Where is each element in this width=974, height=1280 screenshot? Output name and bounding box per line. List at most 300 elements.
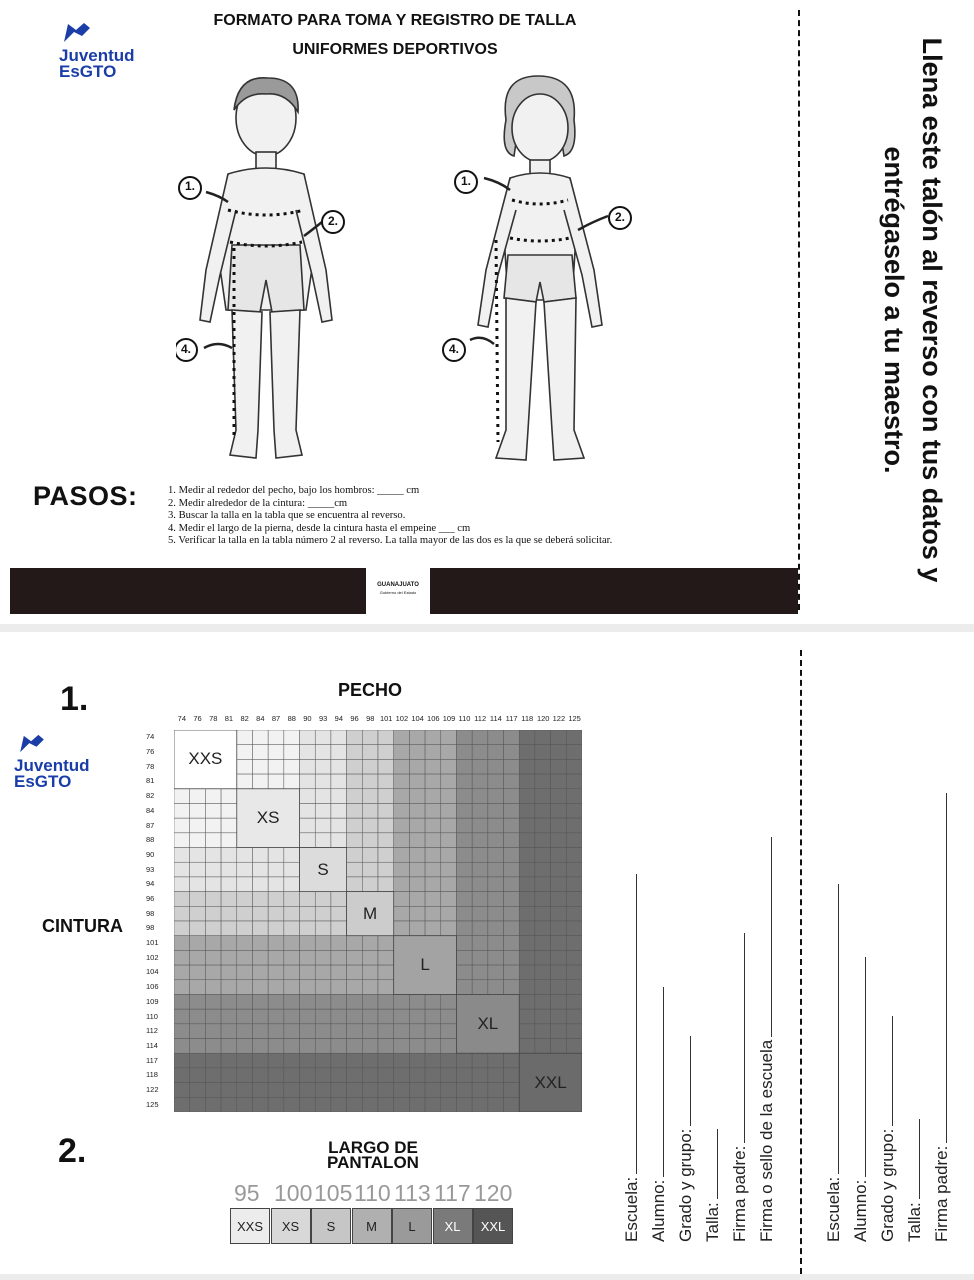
grid-cell	[566, 759, 582, 774]
grid-cell	[472, 950, 488, 965]
school-slip-field-label: Alumno:	[649, 1179, 668, 1242]
grid-cell	[551, 745, 567, 760]
grid-cell	[551, 906, 567, 921]
grid-cell	[237, 730, 253, 745]
step-3: 3. Buscar la talla en la tabla que se encuentra al reverso.	[168, 510, 406, 522]
grid-cell	[315, 1083, 331, 1098]
grid-cell	[237, 1009, 253, 1024]
grid-cell	[205, 862, 221, 877]
grid-cell	[472, 730, 488, 745]
boy-illustration	[176, 70, 356, 480]
grid-cell	[566, 892, 582, 907]
grid-cell	[378, 759, 394, 774]
grid-cell	[331, 921, 347, 936]
grid-cell	[456, 818, 472, 833]
grid-cell	[252, 965, 268, 980]
grid-cell	[472, 877, 488, 892]
grid-cell	[472, 1097, 488, 1112]
grid-cell	[284, 965, 300, 980]
grid-cell	[504, 965, 520, 980]
grid-cell	[205, 906, 221, 921]
grid-cell	[535, 745, 551, 760]
grid-cell	[535, 862, 551, 877]
grid-cell	[205, 994, 221, 1009]
grid-cell	[441, 1053, 457, 1068]
grid-cell	[190, 818, 206, 833]
grid-cell	[190, 1097, 206, 1112]
grid-cell	[394, 759, 410, 774]
grid-cell	[174, 1024, 190, 1039]
step-5: 5. Verificar la talla en la tabla número 2 al reverso. La talla mayor de las dos es la que se deberá solicitar.	[168, 535, 613, 547]
grid-cell	[331, 980, 347, 995]
steps-heading: PASOS:	[33, 481, 138, 511]
grid-cell	[331, 892, 347, 907]
grid-cell	[504, 1053, 520, 1068]
grid-cell	[268, 936, 284, 951]
grid-cell	[472, 965, 488, 980]
waist-tick: 102	[146, 952, 159, 962]
grid-cell	[284, 921, 300, 936]
grid-cell	[300, 730, 316, 745]
grid-cell	[347, 950, 363, 965]
grid-cell	[551, 1039, 567, 1054]
grid-cell	[174, 1039, 190, 1054]
grid-cell	[252, 994, 268, 1009]
grid-cell	[300, 994, 316, 1009]
grid-cell	[472, 1068, 488, 1083]
grid-cell	[331, 1083, 347, 1098]
grid-cell	[205, 848, 221, 863]
grid-cell	[205, 950, 221, 965]
grid-cell	[205, 892, 221, 907]
grid-cell	[205, 965, 221, 980]
girl-marker-2: 2.	[614, 210, 625, 224]
grid-cell	[300, 1083, 316, 1098]
grid-cell	[347, 1053, 363, 1068]
waist-tick: 125	[146, 1099, 159, 1109]
grid-cell	[409, 994, 425, 1009]
grid-cell	[394, 1009, 410, 1024]
grid-cell	[504, 745, 520, 760]
chest-tick: 104	[411, 714, 424, 723]
waist-tick: 84	[146, 805, 155, 815]
grid-cell	[394, 994, 410, 1009]
grid-cell	[221, 803, 237, 818]
grid-cell	[378, 789, 394, 804]
grid-cell	[174, 921, 190, 936]
grid-cell	[284, 745, 300, 760]
grid-cell	[300, 921, 316, 936]
grid-cell	[190, 950, 206, 965]
grid-cell	[190, 965, 206, 980]
grid-cell	[409, 730, 425, 745]
grid-cell	[268, 892, 284, 907]
grid-cell	[347, 877, 363, 892]
grid-cell	[409, 921, 425, 936]
pant-size-xl: XL	[433, 1208, 473, 1244]
grid-cell	[441, 1097, 457, 1112]
grid-cell	[362, 994, 378, 1009]
grid-cell	[331, 994, 347, 1009]
grid-cell	[441, 803, 457, 818]
grid-cell	[315, 1053, 331, 1068]
grid-cell	[535, 877, 551, 892]
grid-cell	[190, 892, 206, 907]
grid-cell	[409, 906, 425, 921]
grid-cell	[347, 936, 363, 951]
waist-tick: 98	[146, 923, 155, 933]
grid-cell	[378, 862, 394, 877]
grid-cell	[331, 1009, 347, 1024]
grid-cell	[300, 774, 316, 789]
waist-axis-title: CINTURA	[42, 916, 123, 936]
grid-cell	[362, 1083, 378, 1098]
grid-cell	[300, 1068, 316, 1083]
grid-cell	[362, 774, 378, 789]
grid-cell	[425, 906, 441, 921]
grid-cell	[566, 833, 582, 848]
chest-tick: 78	[209, 714, 218, 723]
grid-cell	[268, 950, 284, 965]
grid-cell	[221, 833, 237, 848]
waist-tick: 87	[146, 820, 155, 830]
pant-length-value: 113	[394, 1180, 431, 1206]
grid-cell	[456, 936, 472, 951]
grid-cell	[237, 759, 253, 774]
grid-cell	[284, 862, 300, 877]
grid-cell	[268, 774, 284, 789]
grid-cell	[378, 745, 394, 760]
grid-cell	[362, 848, 378, 863]
grid-cell	[456, 965, 472, 980]
grid-cell	[174, 936, 190, 951]
grid-cell	[284, 730, 300, 745]
grid-cell	[504, 892, 520, 907]
grid-cell	[535, 730, 551, 745]
grid-cell	[205, 921, 221, 936]
grid-cell	[409, 1039, 425, 1054]
grid-cell	[504, 862, 520, 877]
grid-cell	[252, 936, 268, 951]
grid-cell	[315, 1097, 331, 1112]
step-4: 4. Medir el largo de la pierna, desde la cintura hasta el empeine ___ cm	[168, 522, 471, 534]
grid-cell	[300, 892, 316, 907]
grid-cell	[566, 848, 582, 863]
grid-cell	[409, 848, 425, 863]
grid-cell	[456, 1097, 472, 1112]
grid-cell	[566, 965, 582, 980]
grid-cell	[174, 1097, 190, 1112]
grid-cell	[441, 789, 457, 804]
grid-cell	[535, 1039, 551, 1054]
grid-cell	[284, 1053, 300, 1068]
grid-cell	[425, 745, 441, 760]
grid-cell	[190, 1083, 206, 1098]
grid-cell	[174, 1083, 190, 1098]
grid-cell	[456, 789, 472, 804]
grid-cell	[347, 1097, 363, 1112]
grid-cell	[237, 745, 253, 760]
grid-cell	[252, 980, 268, 995]
grid-cell	[268, 877, 284, 892]
grid-cell	[347, 862, 363, 877]
grid-cell	[268, 1024, 284, 1039]
school-slip-field-5[interactable]	[739, 632, 775, 1262]
grid-cell	[394, 877, 410, 892]
grid-cell	[504, 789, 520, 804]
grid-cell	[566, 936, 582, 951]
grid-cell	[174, 980, 190, 995]
grid-cell	[409, 803, 425, 818]
grid-cell	[205, 803, 221, 818]
grid-cell	[252, 774, 268, 789]
grid-cell	[221, 892, 237, 907]
grid-cell	[441, 862, 457, 877]
grid-cell	[190, 789, 206, 804]
grid-cell	[252, 1053, 268, 1068]
grid-cell	[566, 980, 582, 995]
grid-cell	[425, 1024, 441, 1039]
grid-cell	[551, 833, 567, 848]
grid-cell	[535, 906, 551, 921]
grid-cell	[425, 862, 441, 877]
chest-tick: 117	[505, 714, 518, 723]
grid-cell	[315, 774, 331, 789]
grid-cell	[331, 1053, 347, 1068]
pant-length-value: 120	[474, 1180, 513, 1206]
grid-cell	[425, 833, 441, 848]
grid-cell	[551, 994, 567, 1009]
grid-cell	[221, 848, 237, 863]
grid-cell	[190, 980, 206, 995]
grid-cell	[456, 950, 472, 965]
grid-cell	[190, 833, 206, 848]
grid-cell	[315, 818, 331, 833]
grid-cell	[268, 1068, 284, 1083]
grid-cell	[331, 745, 347, 760]
grid-cell	[566, 950, 582, 965]
grid-cell	[315, 1039, 331, 1054]
grid-cell	[409, 1083, 425, 1098]
grid-cell	[331, 818, 347, 833]
boy-marker-2: 2.	[327, 214, 338, 228]
grid-cell	[315, 921, 331, 936]
grid-cell	[504, 1097, 520, 1112]
waist-tick: 114	[146, 1040, 158, 1050]
grid-cell	[551, 774, 567, 789]
grid-cell	[394, 1053, 410, 1068]
grid-cell	[221, 789, 237, 804]
grid-cell	[252, 921, 268, 936]
grid-cell	[362, 1068, 378, 1083]
grid-cell	[566, 994, 582, 1009]
grid-cell	[347, 1009, 363, 1024]
grid-cell	[284, 906, 300, 921]
pant-length-title: LARGO DE PANTALON	[327, 1138, 419, 1172]
grid-cell	[488, 936, 504, 951]
grid-cell	[205, 980, 221, 995]
grid-cell	[237, 774, 253, 789]
grid-cell	[174, 833, 190, 848]
grid-cell	[378, 980, 394, 995]
grid-cell	[472, 745, 488, 760]
grid-cell	[300, 950, 316, 965]
grid-cell	[315, 965, 331, 980]
grid-cell	[425, 892, 441, 907]
size-label-xxs: XXS	[188, 749, 223, 769]
grid-cell	[237, 936, 253, 951]
student-slip-field-line[interactable]	[932, 793, 947, 1143]
grid-cell	[300, 818, 316, 833]
girl-marker-1: 1.	[460, 174, 471, 188]
pant-size-xs: XS	[271, 1208, 311, 1244]
grid-cell	[456, 774, 472, 789]
student-slip-field-4[interactable]	[914, 632, 950, 1262]
grid-cell	[519, 803, 535, 818]
grid-cell	[566, 803, 582, 818]
grid-cell	[268, 1039, 284, 1054]
grid-cell	[488, 730, 504, 745]
grid-cell	[347, 994, 363, 1009]
grid-cell	[409, 818, 425, 833]
grid-cell	[237, 1024, 253, 1039]
boy-marker-4: 4.	[180, 342, 191, 356]
chest-tick: 84	[256, 714, 265, 723]
grid-cell	[284, 936, 300, 951]
grid-cell	[237, 1053, 253, 1068]
grid-cell	[205, 1068, 221, 1083]
grid-cell	[331, 965, 347, 980]
grid-cell	[221, 877, 237, 892]
grid-cell	[394, 906, 410, 921]
grid-cell	[566, 745, 582, 760]
chest-tick: 90	[303, 714, 312, 723]
grid-cell	[331, 789, 347, 804]
school-slip-field-line[interactable]	[757, 837, 772, 1037]
grid-cell	[425, 877, 441, 892]
size-label-l: L	[420, 955, 430, 975]
grid-cell	[394, 833, 410, 848]
grid-cell	[394, 1097, 410, 1112]
grid-cell	[456, 730, 472, 745]
grid-cell	[268, 1083, 284, 1098]
grid-cell	[519, 862, 535, 877]
waist-tick: 101	[146, 938, 159, 948]
grid-cell	[315, 759, 331, 774]
grid-cell	[252, 759, 268, 774]
grid-cell	[488, 980, 504, 995]
grid-cell	[362, 818, 378, 833]
grid-cell	[347, 848, 363, 863]
grid-cell	[409, 892, 425, 907]
grid-cell	[472, 1053, 488, 1068]
grid-cell	[551, 862, 567, 877]
grid-cell	[535, 980, 551, 995]
grid-cell	[221, 950, 237, 965]
grid-cell	[347, 730, 363, 745]
grid-cell	[535, 921, 551, 936]
grid-cell	[315, 1009, 331, 1024]
grid-cell	[252, 848, 268, 863]
grid-cell	[205, 1039, 221, 1054]
waist-tick: 93	[146, 864, 155, 874]
grid-cell	[221, 980, 237, 995]
grid-cell	[221, 994, 237, 1009]
grid-cell	[300, 980, 316, 995]
grid-cell	[252, 730, 268, 745]
grid-cell	[472, 848, 488, 863]
grid-cell	[237, 921, 253, 936]
grid-cell	[362, 1053, 378, 1068]
grid-cell	[378, 1039, 394, 1054]
grid-cell	[535, 803, 551, 818]
footer-bar-right	[430, 568, 798, 614]
pant-size-xxs: XXS	[230, 1208, 270, 1244]
grid-cell	[174, 965, 190, 980]
grid-cell	[315, 936, 331, 951]
grid-cell	[315, 980, 331, 995]
grid-cell	[268, 1053, 284, 1068]
waist-tick: 76	[146, 747, 155, 757]
instruction-vertical: Llena este talón al reverso con tus datos y entrégaselo a tu maestro.	[879, 37, 947, 583]
grid-cell	[472, 774, 488, 789]
grid-cell	[252, 877, 268, 892]
grid-cell	[551, 803, 567, 818]
grid-cell	[535, 848, 551, 863]
logo-text: Juventud EsGTO	[59, 46, 135, 81]
chest-tick: 101	[379, 714, 393, 723]
grid-cell	[488, 862, 504, 877]
grid-cell	[519, 818, 535, 833]
grid-cell	[394, 789, 410, 804]
grid-cell	[331, 1039, 347, 1054]
grid-cell	[331, 1068, 347, 1083]
grid-cell	[456, 1068, 472, 1083]
grid-cell	[237, 1097, 253, 1112]
grid-cell	[315, 833, 331, 848]
chest-tick: 88	[287, 714, 296, 723]
grid-cell	[378, 877, 394, 892]
grid-cell	[504, 921, 520, 936]
grid-cell	[425, 848, 441, 863]
grid-cell	[252, 1039, 268, 1054]
grid-cell	[504, 730, 520, 745]
pant-size-l: L	[392, 1208, 432, 1244]
grid-cell	[488, 892, 504, 907]
grid-cell	[409, 862, 425, 877]
chest-axis-title: PECHO	[337, 680, 402, 700]
grid-cell	[347, 789, 363, 804]
grid-cell	[441, 906, 457, 921]
grid-cell	[331, 730, 347, 745]
grid-cell	[362, 862, 378, 877]
grid-cell	[504, 848, 520, 863]
grid-cell	[190, 906, 206, 921]
grid-cell	[551, 980, 567, 995]
grid-cell	[378, 1068, 394, 1083]
grid-cell	[456, 1053, 472, 1068]
grid-cell	[331, 950, 347, 965]
grid-cell	[519, 892, 535, 907]
back-side	[0, 632, 974, 1274]
grid-cell	[174, 1068, 190, 1083]
grid-cell	[551, 789, 567, 804]
grid-cell	[535, 994, 551, 1009]
grid-cell	[441, 921, 457, 936]
grid-cell	[362, 759, 378, 774]
grid-cell	[300, 1009, 316, 1024]
grid-cell	[347, 803, 363, 818]
